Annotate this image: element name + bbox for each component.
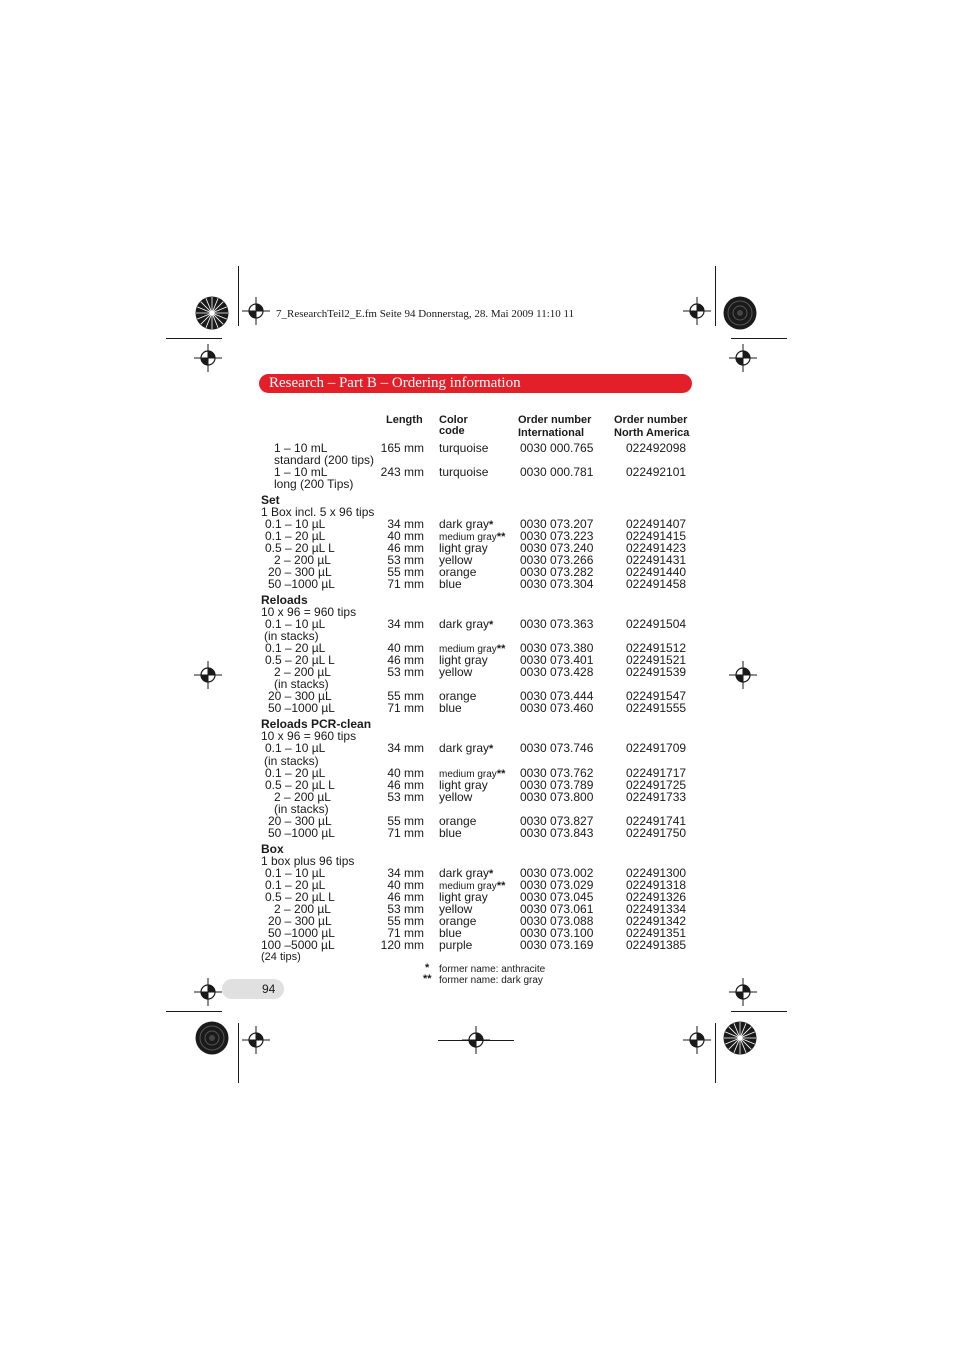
color-cell: orange	[439, 814, 477, 828]
size-cell: 1 – 10 mL	[274, 441, 328, 455]
color-rosette-icon	[195, 1021, 229, 1055]
size-cell: 0.5 – 20 µL L	[265, 541, 335, 555]
table-row	[0, 915, 954, 927]
order-na-cell: 022491504	[626, 617, 687, 631]
color-name: dark gray	[439, 866, 490, 880]
footnote-marker: **	[496, 768, 506, 780]
table-row	[0, 927, 954, 939]
length-cell: 40 mm	[387, 766, 424, 780]
length-cell: 34 mm	[387, 866, 424, 880]
length-cell: 53 mm	[387, 553, 424, 567]
order-int-cell: 0030 073.100	[520, 926, 594, 940]
order-na-cell: 022491725	[626, 778, 687, 792]
order-int-cell: 0030 073.401	[520, 653, 594, 667]
color-cell: yellow	[439, 665, 473, 679]
footnote-text: former name: anthracite	[439, 964, 546, 975]
color-cell: orange	[439, 914, 477, 928]
order-na-cell: 022491423	[626, 541, 687, 555]
length-cell: 71 mm	[387, 701, 424, 715]
table-row	[0, 666, 954, 678]
size-cell: 0.5 – 20 µL L	[265, 653, 335, 667]
table-row	[0, 578, 954, 590]
section-title-set: Set	[261, 493, 280, 507]
order-int-cell: 0030 073.746	[520, 741, 594, 755]
section-desc-box: 1 box plus 96 tips	[261, 854, 355, 868]
color-cell: light gray	[439, 890, 488, 904]
color-name: dark gray	[439, 617, 490, 631]
table-row	[0, 867, 954, 879]
order-int-cell: 0030 073.045	[520, 890, 594, 904]
footnote-text: former name: dark gray	[439, 975, 543, 986]
table-row	[0, 702, 954, 714]
color-name: medium gray	[439, 769, 497, 780]
color-cell: turquoise	[439, 465, 489, 479]
order-na-cell: 022492098	[626, 441, 687, 455]
crop-mark	[715, 266, 716, 326]
length-cell: 46 mm	[387, 778, 424, 792]
registration-mark-icon	[194, 344, 222, 372]
table-row	[0, 791, 954, 803]
order-int-cell: 0030 073.207	[520, 517, 594, 531]
registration-mark-icon	[194, 978, 222, 1006]
color-cell: orange	[439, 689, 477, 703]
order-int-cell: 0030 073.800	[520, 790, 594, 804]
color-name: medium gray	[439, 881, 497, 892]
length-cell: 53 mm	[387, 902, 424, 916]
crop-mark	[715, 1023, 716, 1083]
order-na-cell: 022491334	[626, 902, 687, 916]
size-cell: 50 –1000 µL	[268, 826, 335, 840]
color-cell: yellow	[439, 790, 473, 804]
size-cell: 1 – 10 mL	[274, 465, 328, 479]
color-name: medium gray	[439, 532, 497, 543]
row-note: (in stacks)	[274, 677, 329, 691]
order-int-cell: 0030 073.169	[520, 938, 594, 952]
page-number-tab	[222, 979, 284, 999]
length-cell: 46 mm	[387, 541, 424, 555]
size-cell: 2 – 200 µL	[274, 553, 331, 567]
order-int-cell: 0030 000.781	[520, 465, 594, 479]
length-cell: 40 mm	[387, 641, 424, 655]
order-int-cell: 0030 073.282	[520, 565, 594, 579]
table-row	[0, 618, 954, 630]
table-row	[0, 554, 954, 566]
row-note: standard (200 tips)	[274, 453, 375, 467]
column-header-order-int: Order number	[518, 414, 592, 426]
length-cell: 46 mm	[387, 653, 424, 667]
size-cell: 2 – 200 µL	[274, 902, 331, 916]
color-cell: turquoise	[439, 441, 489, 455]
crop-mark	[166, 338, 222, 339]
order-int-cell: 0030 073.428	[520, 665, 594, 679]
size-cell: 0.1 – 20 µL	[265, 878, 326, 892]
size-cell: 0.1 – 10 µL	[265, 517, 326, 531]
order-na-cell: 022491407	[626, 517, 687, 531]
banner-title: Research – Part B – Ordering information	[269, 375, 521, 391]
size-cell: 20 – 300 µL	[268, 814, 332, 828]
size-cell: 20 – 300 µL	[268, 914, 332, 928]
order-na-cell: 022491750	[626, 826, 687, 840]
order-na-cell: 022491512	[626, 641, 687, 655]
footnote-marker: **	[423, 973, 432, 985]
order-na-cell: 022491431	[626, 553, 687, 567]
registration-mark-icon	[683, 297, 711, 325]
color-cell: yellow	[439, 902, 473, 916]
order-na-cell: 022492101	[626, 465, 687, 479]
length-cell: 55 mm	[387, 565, 424, 579]
size-cell: 0.5 – 20 µL L	[265, 778, 335, 792]
registration-mark-icon	[683, 1026, 711, 1054]
file-header: 7_ResearchTeil2_E.fm Seite 94 Donnerstag, 28. Mai 2009 11:10 11	[276, 308, 575, 320]
color-cell: light gray	[439, 541, 488, 555]
row-note: (in stacks)	[264, 754, 319, 768]
color-cell: orange	[439, 565, 477, 579]
table-row	[0, 939, 954, 951]
color-rosette-icon	[723, 296, 757, 330]
color-name: medium gray	[439, 644, 497, 655]
footnote-marker: *	[489, 743, 494, 755]
order-na-cell: 022491709	[626, 741, 687, 755]
footnote-marker: **	[496, 531, 506, 543]
footnote-marker: **	[496, 643, 506, 655]
section-banner	[259, 374, 692, 393]
size-cell: 50 –1000 µL	[268, 701, 335, 715]
color-cell	[439, 618, 493, 631]
color-name: dark gray	[439, 741, 490, 755]
size-cell: 2 – 200 µL	[274, 665, 331, 679]
length-cell: 71 mm	[387, 577, 424, 591]
size-cell: 20 – 300 µL	[268, 689, 332, 703]
order-int-cell: 0030 073.363	[520, 617, 594, 631]
color-cell: blue	[439, 826, 462, 840]
section-desc-reloads: 10 x 96 = 960 tips	[261, 605, 357, 619]
length-cell: 55 mm	[387, 689, 424, 703]
table-row	[0, 466, 954, 478]
length-cell: 165 mm	[380, 441, 424, 455]
table-row	[0, 518, 954, 530]
table-row	[0, 442, 954, 454]
order-na-cell: 022491385	[626, 938, 687, 952]
order-int-cell: 0030 073.762	[520, 766, 594, 780]
order-na-cell: 022491733	[626, 790, 687, 804]
order-na-cell: 022491555	[626, 701, 687, 715]
table-row	[0, 903, 954, 915]
length-cell: 34 mm	[387, 741, 424, 755]
order-na-cell: 022491415	[626, 529, 687, 543]
color-cell	[439, 742, 493, 755]
table-row	[0, 815, 954, 827]
length-cell: 120 mm	[380, 938, 424, 952]
length-cell: 71 mm	[387, 826, 424, 840]
size-cell: 0.1 – 20 µL	[265, 766, 326, 780]
size-cell: 0.1 – 10 µL	[265, 866, 326, 880]
length-cell: 34 mm	[387, 517, 424, 531]
order-int-cell: 0030 073.789	[520, 778, 594, 792]
registration-mark-icon	[729, 978, 757, 1006]
order-int-cell: 0030 073.827	[520, 814, 594, 828]
order-int-cell: 0030 073.266	[520, 553, 594, 567]
footnote-marker: *	[489, 619, 494, 631]
color-cell: light gray	[439, 778, 488, 792]
column-header-order-na: Order number	[614, 414, 688, 426]
size-cell: 0.5 – 20 µL L	[265, 890, 335, 904]
crop-mark	[238, 266, 239, 326]
footnote-marker: *	[489, 868, 494, 880]
order-int-cell: 0030 073.240	[520, 541, 594, 555]
table-row	[0, 542, 954, 554]
table-row	[0, 827, 954, 839]
order-int-cell: 0030 073.304	[520, 577, 594, 591]
size-cell: 50 –1000 µL	[268, 577, 335, 591]
order-na-cell: 022491717	[626, 766, 687, 780]
table-row	[0, 779, 954, 791]
color-cell: blue	[439, 577, 462, 591]
order-int-cell: 0030 073.088	[520, 914, 594, 928]
length-cell: 34 mm	[387, 617, 424, 631]
row-note: (in stacks)	[264, 629, 319, 643]
order-na-cell: 022491351	[626, 926, 687, 940]
table-row	[0, 566, 954, 578]
order-int-cell: 0030 073.380	[520, 641, 594, 655]
section-title-box: Box	[261, 842, 284, 856]
order-na-cell: 022491300	[626, 866, 687, 880]
table-row	[0, 690, 954, 702]
footnote-marker: *	[489, 519, 494, 531]
length-cell: 53 mm	[387, 665, 424, 679]
column-header-color: Color	[439, 414, 468, 426]
order-na-cell: 022491741	[626, 814, 687, 828]
order-int-cell: 0030 073.460	[520, 701, 594, 715]
size-cell: 0.1 – 10 µL	[265, 617, 326, 631]
section-desc-set: 1 Box incl. 5 x 96 tips	[261, 505, 375, 519]
order-int-cell: 0030 073.444	[520, 689, 594, 703]
order-int-cell: 0030 073.223	[520, 529, 594, 543]
color-cell: yellow	[439, 553, 473, 567]
row-note: long (200 Tips)	[274, 477, 354, 491]
table-row	[0, 654, 954, 666]
crop-mark	[731, 338, 787, 339]
order-na-cell: 022491521	[626, 653, 687, 667]
color-cell: blue	[439, 926, 462, 940]
section-desc-reloads-pcr: 10 x 96 = 960 tips	[261, 729, 357, 743]
order-int-cell: 0030 073.002	[520, 866, 594, 880]
order-na-cell: 022491440	[626, 565, 687, 579]
color-cell: blue	[439, 701, 462, 715]
section-title-reloads-pcr: Reloads PCR-clean	[261, 717, 372, 731]
color-rosette-icon	[723, 1021, 757, 1055]
crop-mark	[238, 1023, 239, 1083]
length-cell: 71 mm	[387, 926, 424, 940]
color-cell: purple	[439, 938, 473, 952]
order-na-cell: 022491318	[626, 878, 687, 892]
length-cell: 40 mm	[387, 529, 424, 543]
order-na-cell: 022491342	[626, 914, 687, 928]
table-row	[0, 742, 954, 754]
order-int-cell: 0030 073.843	[520, 826, 594, 840]
size-cell: 50 –1000 µL	[268, 926, 335, 940]
table-row	[0, 891, 954, 903]
size-cell: 20 – 300 µL	[268, 565, 332, 579]
size-cell: 0.1 – 20 µL	[265, 641, 326, 655]
length-cell: 46 mm	[387, 890, 424, 904]
length-cell: 53 mm	[387, 790, 424, 804]
order-int-cell: 0030 073.061	[520, 902, 594, 916]
order-na-cell: 022491539	[626, 665, 687, 679]
color-cell: light gray	[439, 653, 488, 667]
order-int-cell: 0030 000.765	[520, 441, 594, 455]
crop-mark	[438, 1040, 514, 1041]
order-na-cell: 022491458	[626, 577, 687, 591]
length-cell: 40 mm	[387, 878, 424, 892]
crop-mark	[731, 1011, 787, 1012]
crop-mark	[166, 1011, 222, 1012]
order-int-cell: 0030 073.029	[520, 878, 594, 892]
size-cell: 0.1 – 10 µL	[265, 741, 326, 755]
registration-mark-icon	[242, 297, 270, 325]
column-header-order-int-2: International	[518, 427, 585, 439]
column-header-order-na-2: North America	[614, 427, 690, 439]
order-na-cell: 022491326	[626, 890, 687, 904]
page-number: 94	[262, 982, 276, 996]
size-cell: 100 –5000 µL	[261, 938, 335, 952]
column-header-length: Length	[386, 414, 423, 426]
size-cell: 2 – 200 µL	[274, 790, 331, 804]
section-title-reloads: Reloads	[261, 593, 308, 607]
column-header-color-2: code	[439, 425, 465, 437]
box-footnote: (24 tips)	[261, 951, 301, 963]
length-cell: 243 mm	[380, 465, 424, 479]
length-cell: 55 mm	[387, 914, 424, 928]
footnote-marker: **	[496, 880, 506, 892]
size-cell: 0.1 – 20 µL	[265, 529, 326, 543]
row-note: (in stacks)	[274, 802, 329, 816]
registration-mark-icon	[242, 1026, 270, 1054]
order-na-cell: 022491547	[626, 689, 687, 703]
footnote-marker: *	[425, 962, 430, 974]
length-cell: 55 mm	[387, 814, 424, 828]
registration-mark-icon	[729, 344, 757, 372]
color-name: dark gray	[439, 517, 490, 531]
color-rosette-icon	[195, 296, 229, 330]
